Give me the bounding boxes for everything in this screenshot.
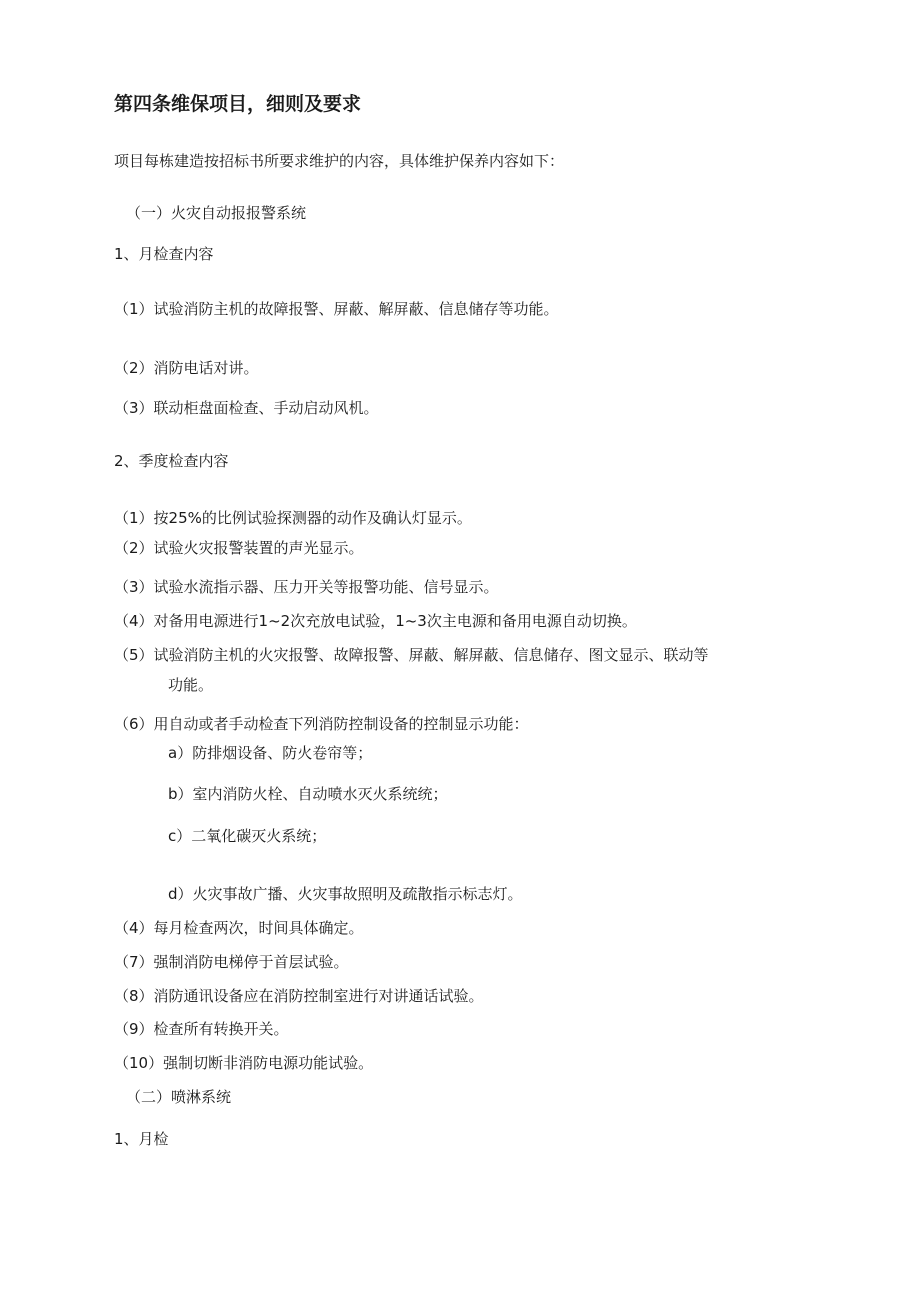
sub-list-item: a）防排烟设备、防火卷帘等； xyxy=(168,744,373,762)
list-item: （5）试验消防主机的火灾报警、故障报警、屏蔽、解屏蔽、信息储存、图文显示、联动等 xyxy=(114,646,709,664)
subsection-title-fire-alarm: （一）火灾自动报报警系统 xyxy=(126,204,307,222)
section-heading: 第四条维保项目，细则及要求 xyxy=(114,93,362,115)
list-item: （2）试验火灾报警装置的声光显示。 xyxy=(114,539,364,557)
sub-list-item: c）二氧化碳灭火系统； xyxy=(168,827,327,845)
list-item-continuation: 功能。 xyxy=(168,676,214,694)
list-item: （1）试验消防主机的故障报警、屏蔽、解屏蔽、信息储存等功能。 xyxy=(114,300,559,318)
list-item: （9）检查所有转换开关。 xyxy=(114,1020,289,1038)
monthly-check-title: 1、月检查内容 xyxy=(114,245,214,263)
monthly-check-title: 1、月检 xyxy=(114,1130,169,1148)
list-item: （6）用自动或者手动检查下列消防控制设备的控制显示功能： xyxy=(114,715,529,733)
list-item: （4）对备用电源进行1~2次充放电试验，1~3次主电源和备用电源自动切换。 xyxy=(114,612,637,630)
list-item: （10）强制切断非消防电源功能试验。 xyxy=(114,1054,374,1072)
subsection-title-sprinkler: （二）喷淋系统 xyxy=(126,1088,232,1106)
list-item: （4）每月检查两次，时间具体确定。 xyxy=(114,919,364,937)
intro-paragraph: 项目每栋建造按招标书所要求维护的内容，具体维护保养内容如下： xyxy=(114,152,565,170)
quarterly-check-title: 2、季度检查内容 xyxy=(114,452,229,470)
list-item: （1）按25%的比例试验探测器的动作及确认灯显示。 xyxy=(114,509,472,527)
sub-list-item: b）室内消防火栓、自动喷水灭火系统统； xyxy=(168,785,448,803)
list-item: （8）消防通讯设备应在消防控制室进行对讲通话试验。 xyxy=(114,987,484,1005)
list-item: （7）强制消防电梯停于首层试验。 xyxy=(114,953,349,971)
list-item: （2）消防电话对讲。 xyxy=(114,359,259,377)
sub-list-item: d）火灾事故广播、火灾事故照明及疏散指示标志灯。 xyxy=(168,885,523,903)
list-item: （3）联动柜盘面检查、手动启动风机。 xyxy=(114,399,379,417)
list-item: （3）试验水流指示器、压力开关等报警功能、信号显示。 xyxy=(114,578,499,596)
